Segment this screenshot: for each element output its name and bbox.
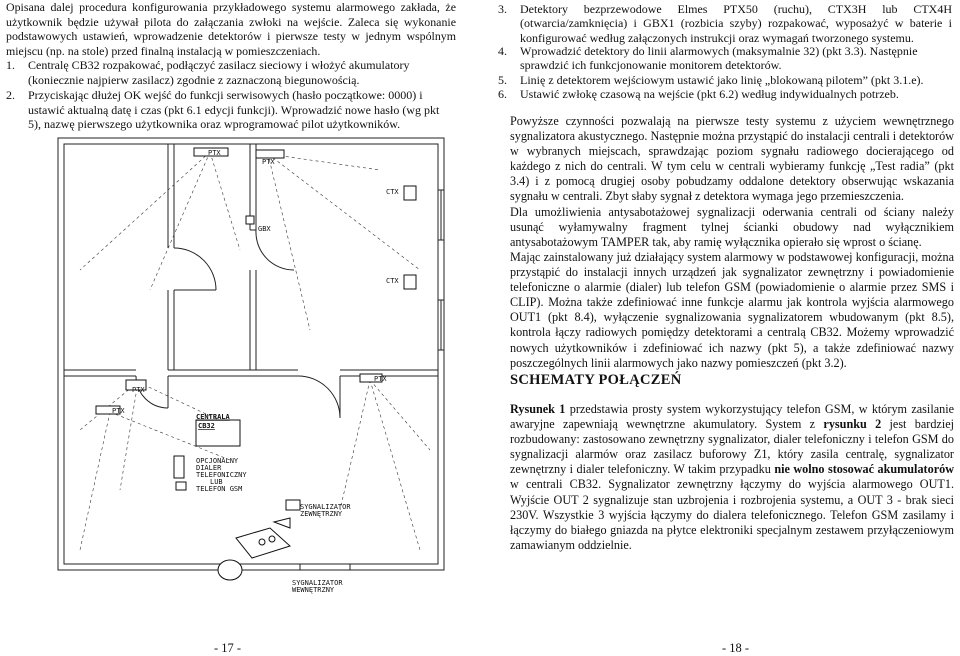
siren-ext-label: ZEWNĘTRZNY — [300, 510, 343, 518]
step-text: Detektory bezprzewodowe Elmes PTX50 (ruchu), CTX3H lub CTX4H (otwarcia/zamknięcia) i GBX1 (rozbicia szyby) rozpakować, wyposażyć w baterie i konfigurować według załączonych instrukcji oraz wymagań tworzonego systemu. — [520, 2, 952, 45]
text-run: w centrali CB32. Sygnalizator zewnętrzny łączymy do wyjścia alarmowego OUT1. Wyjście OUT 2 sygnalizuje stan uzbrojenia i rozbrojenia systemu, a OUT 3 - brak sieci 230V. Wszystkie 3 wyjścia łączymy do dialera telefonicznego. Telefon GSM zasilamy i łączymy do białego gniazda na płytce elektroniki specjalnym zestawem przyłączeniowym zamawianym oddzielnie. — [510, 477, 954, 552]
dialer-label: LUB — [210, 478, 223, 486]
step-number: 5. — [498, 73, 507, 87]
step-number: 6. — [498, 87, 507, 101]
ptx-label: PTX — [262, 158, 275, 166]
dialer-label: TELEFONICZNY — [196, 471, 247, 479]
paragraph-config: Mając zainstalowany już działający system alarmowy w podstawowej konfiguracji, można przystąpić do instalacji innych urządzeń jak sygnalizator zewnętrzny i powiadomienie telefoniczne o alarmie (dialer) lub telefon GSM (powiadomienie o alarmie przez SMS i CLIP). Można także zdefiniować inne funkcje alarmu jak kontrola wyjścia alarmowego OUT1 (pkt 8.4), wyłączenie sygnalizowania sygnalizatorem wbudowanym (pkt 8.5), kontrola łączy radiowych pomiędzy detektorami a centralą CB32. Możemy wprowadzić nowych użytkowników i zdefiniować ich nazwy (pkt 5), a także zdefiniować nazwy poszczególnych linii alarmowych jako nazwy pomieszczeń (pkt 3.2). — [510, 250, 954, 370]
gbx-label: GBX — [258, 225, 271, 233]
step-text: Wprowadzić detektory do linii alarmowych (maksymalnie 32) (pkt 3.3). Następnie sprawdzić ich funkcjonowanie monitorem detektorów. — [520, 44, 918, 73]
siren-int-label: WEWNĘTRZNY — [292, 586, 335, 594]
warning-text: nie wolno stosować akumulatorów — [774, 462, 954, 477]
ctx-label: CTX — [386, 188, 399, 196]
central-label: CENTRALA — [196, 413, 230, 421]
text-run: jest bardziej rozbudowany: zastosowano zewnętrzny sygnalizator, dialer telefoniczny i telefon GSM do sygnalizacji alarmów oraz zasilacz buforowy Z1, który zasila centralę, sygnalizator zewnętrzny i dialer telefoniczny. W takim przypadku — [510, 417, 955, 477]
ptx-label: PTX — [132, 386, 145, 394]
step-text: Przyciskając dłużej OK wejść do funkcji serwisowych (hasło początkowe: 0000) i ustawić aktualną datę i czas (pkt 6.1 edycji funkcji). Wprowadzić nowe hasło (wg pkt 5), nazwę pierwszego użytkownika oraz wprogramować pilot użytkowników. — [28, 88, 440, 131]
page-number-right: - 18 - — [722, 641, 750, 655]
figure-ref: rysunku 2 — [823, 417, 882, 432]
step-text: Ustawić zwłokę czasową na wejście (pkt 6.2) według indywidualnych potrzeb. — [520, 87, 899, 101]
paragraph-tests: Powyższe czynności pozwalają na pierwsze testy systemu z użyciem wewnętrznego sygnalizatora akustycznego. Następnie można przystąpić do instalacji centrali i detektorów w wybranych miejscach, sprawdzając poziom sygnału radiowego docierającego od każdego z nich do centrali. W tym celu w centrali wybieramy funkcję „Test radia” (pkt 3.4) i z pomocą drugiej osoby pobudzamy oddalone detektory obserwując wskazania sygnału w centrali. Zbyt słaby sygnał z detektora wymaga jego przemieszczenia. — [510, 114, 955, 204]
paragraph-schemes — [510, 402, 954, 553]
dialer-label: TELEFON GSM — [196, 485, 243, 493]
siren-int-label: SYGNALIZATOR — [292, 579, 343, 587]
step-number: 3. — [498, 2, 507, 16]
siren-ext-label: SYGNALIZATOR — [300, 503, 351, 511]
step-number: 2. — [6, 88, 15, 102]
step-number: 4. — [498, 44, 507, 58]
ptx-label: PTX — [112, 407, 125, 415]
paragraph-tamper: Dla umożliwienia antysabotażowej sygnalizacji oderwania centrali od ściany należy usunąć wyłamywalny fragment tylnej ścianki obudowy nad wyłącznikiem antysabotażowym TAMPER tak, aby ramię wyłącznika opierało się wprost o ścianę. — [510, 205, 954, 250]
intro-paragraph: Opisana dalej procedura konfigurowania przykładowego systemu alarmowego zakłada, że użytkownik będzie używał pilota do załączania zwłoki na wejście. Zaleca się wykonanie podstawowych ustawień, wprowadzenie detektorów i pierwsze testy w jednym wspólnym miejscu (np. na stole) przed finalną instalacją w pomieszczeniach. — [6, 0, 456, 58]
page-number-left: - 17 - — [214, 641, 242, 655]
text-run: przedstawia prosty system wykorzystujący telefon GSM, w którym zasilanie awaryjne zapewniają wewnętrzne akumulatory. System z — [510, 402, 955, 432]
ptx-label: PTX — [374, 375, 387, 383]
step-text: Linię z detektorem wejściowym ustawić jako linię „blokowaną pilotem” (pkt 3.1.e). — [520, 73, 924, 87]
section-heading: SCHEMATY POŁĄCZEŃ — [510, 372, 682, 388]
dialer-label: OPCJONALNY — [196, 457, 239, 465]
step-text: Centralę CB32 rozpakować, podłączyć zasilacz sieciowy i włożyć akumulatory (koniecznie najpierw zasilacz) zgodnie z zaznaczoną biegunowością. — [28, 58, 410, 87]
figure-ref: Rysunek 1 — [510, 402, 566, 416]
ctx-label: CTX — [386, 277, 399, 285]
dialer-label: DIALER — [196, 464, 222, 472]
ptx-label: PTX — [208, 149, 221, 157]
central-model-label: CB32 — [198, 422, 215, 430]
step-number: 1. — [6, 58, 15, 72]
floor-plan-diagram — [0, 130, 470, 650]
